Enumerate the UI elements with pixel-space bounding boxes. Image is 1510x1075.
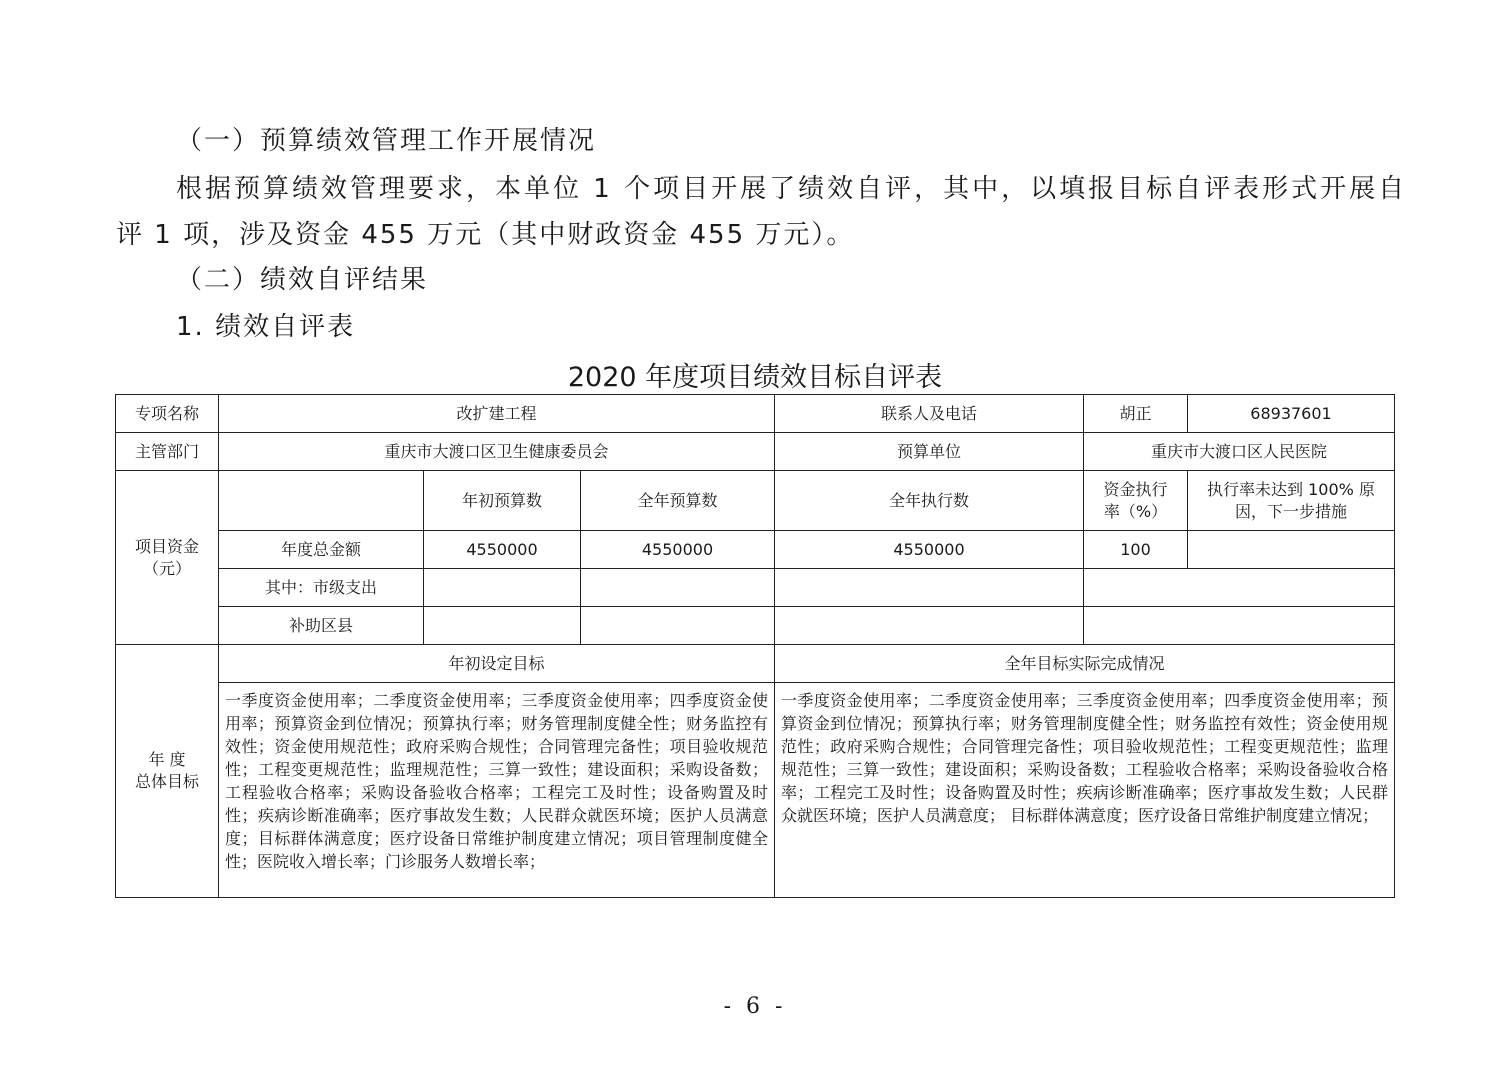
project-name-value: 改扩建工程 (219, 395, 775, 433)
execution-rate-cell: 100 (1084, 531, 1188, 569)
actual-completion-text: 一季度资金使用率；二季度资金使用率；三季度资金使用率；四季度资金使用率；预算资金到位情况；预算执行率；财务管理制度健全性；财务监控有效性；资金使用规范性；政府采购合规性；合同管理完备性；项目验收规范性；工程变更规范性；监理规范性；三算一致性；建设面积；采购设备数；工程验收合格率；采购设备验收合格率；工程完工及时性；设备购置及时性；疾病诊断准确率；医疗事故发生数；人民群众就医环境；医护人员满意度； 目标群体满意度；医疗设备日常维护制度建立情况； (775, 683, 1395, 898)
initial-budget-header: 年初预算数 (424, 471, 581, 531)
execution-rate-cell (1084, 569, 1395, 607)
section-2-subheading: 1. 绩效自评表 (176, 312, 356, 342)
reason-cell (1188, 531, 1395, 569)
initial-budget-cell (424, 607, 581, 645)
page-number: - 6 - (723, 994, 787, 1019)
table-row (116, 569, 1395, 607)
initial-budget-cell (424, 569, 581, 607)
performance-self-evaluation-table (115, 394, 1395, 898)
funds-row-label: 年度总金额 (219, 531, 424, 569)
department-value: 重庆市大渡口区卫生健康委员会 (219, 433, 775, 471)
table-row-goals-content (116, 683, 1395, 898)
table-title: 2020 年度项目绩效目标自评表 (567, 362, 943, 393)
annual-execution-cell (775, 569, 1084, 607)
funds-row-label: 其中：市级支出 (219, 569, 424, 607)
table-row (116, 607, 1395, 645)
execution-rate-cell (1084, 607, 1395, 645)
reason-header: 执行率未达到 100% 原 因，下一步措施 (1188, 471, 1395, 531)
section-1-heading: （一）预算绩效管理工作开展情况 (176, 126, 597, 156)
annual-budget-cell (581, 607, 775, 645)
table-row (116, 531, 1395, 569)
funds-header-blank (219, 471, 424, 531)
funds-row-label: 补助区县 (219, 607, 424, 645)
actual-completion-header: 全年目标实际完成情况 (775, 645, 1395, 683)
project-name-label: 专项名称 (116, 395, 219, 433)
annual-execution-cell (775, 607, 1084, 645)
table-row-goals-header (116, 645, 1395, 683)
annual-execution-cell: 4550000 (775, 531, 1084, 569)
table-row-project (116, 395, 1395, 433)
section-1-paragraph-line-1: 根据预算绩效管理要求，本单位 1 个项目开展了绩效自评，其中，以填报目标自评表形式开展自 (176, 174, 1408, 204)
budget-unit-value: 重庆市大渡口区人民医院 (1084, 433, 1395, 471)
contact-phone: 68937601 (1188, 395, 1395, 433)
annual-overall-goals-label: 年 度 总体目标 (116, 645, 219, 898)
execution-rate-header: 资金执行 率（%） (1084, 471, 1188, 531)
annual-execution-header: 全年执行数 (775, 471, 1084, 531)
department-label: 主管部门 (116, 433, 219, 471)
contact-label: 联系人及电话 (775, 395, 1084, 433)
contact-name: 胡正 (1084, 395, 1188, 433)
section-2-heading: （二）绩效自评结果 (176, 265, 429, 295)
table-row-department (116, 433, 1395, 471)
section-1-paragraph-line-2: 评 1 项，涉及资金 455 万元（其中财政资金 455 万元）。 (116, 220, 855, 250)
initial-budget-cell: 4550000 (424, 531, 581, 569)
annual-budget-cell (581, 569, 775, 607)
annual-budget-cell: 4550000 (581, 531, 775, 569)
table-row-funds-header (116, 471, 1395, 531)
initial-goals-header: 年初设定目标 (219, 645, 775, 683)
project-funds-label: 项目资金 （元） (116, 471, 219, 645)
initial-goals-text: 一季度资金使用率；二季度资金使用率；三季度资金使用率；四季度资金使用率；预算资金到位情况；预算执行率；财务管理制度健全性；财务监控有效性；资金使用规范性；政府采购合规性；合同管理完备性；项目验收规范性；工程变更规范性；监理规范性；三算一致性；建设面积；采购设备数；工程验收合格率；采购设备验收合格率；工程完工及时性；设备购置及时性；疾病诊断准确率；医疗事故发生数；人民群众就医环境；医护人员满意度；目标群体满意度；医疗设备日常维护制度建立情况；项目管理制度健全性；医院收入增长率；门诊服务人数增长率； (219, 683, 775, 898)
budget-unit-label: 预算单位 (775, 433, 1084, 471)
annual-budget-header: 全年预算数 (581, 471, 775, 531)
